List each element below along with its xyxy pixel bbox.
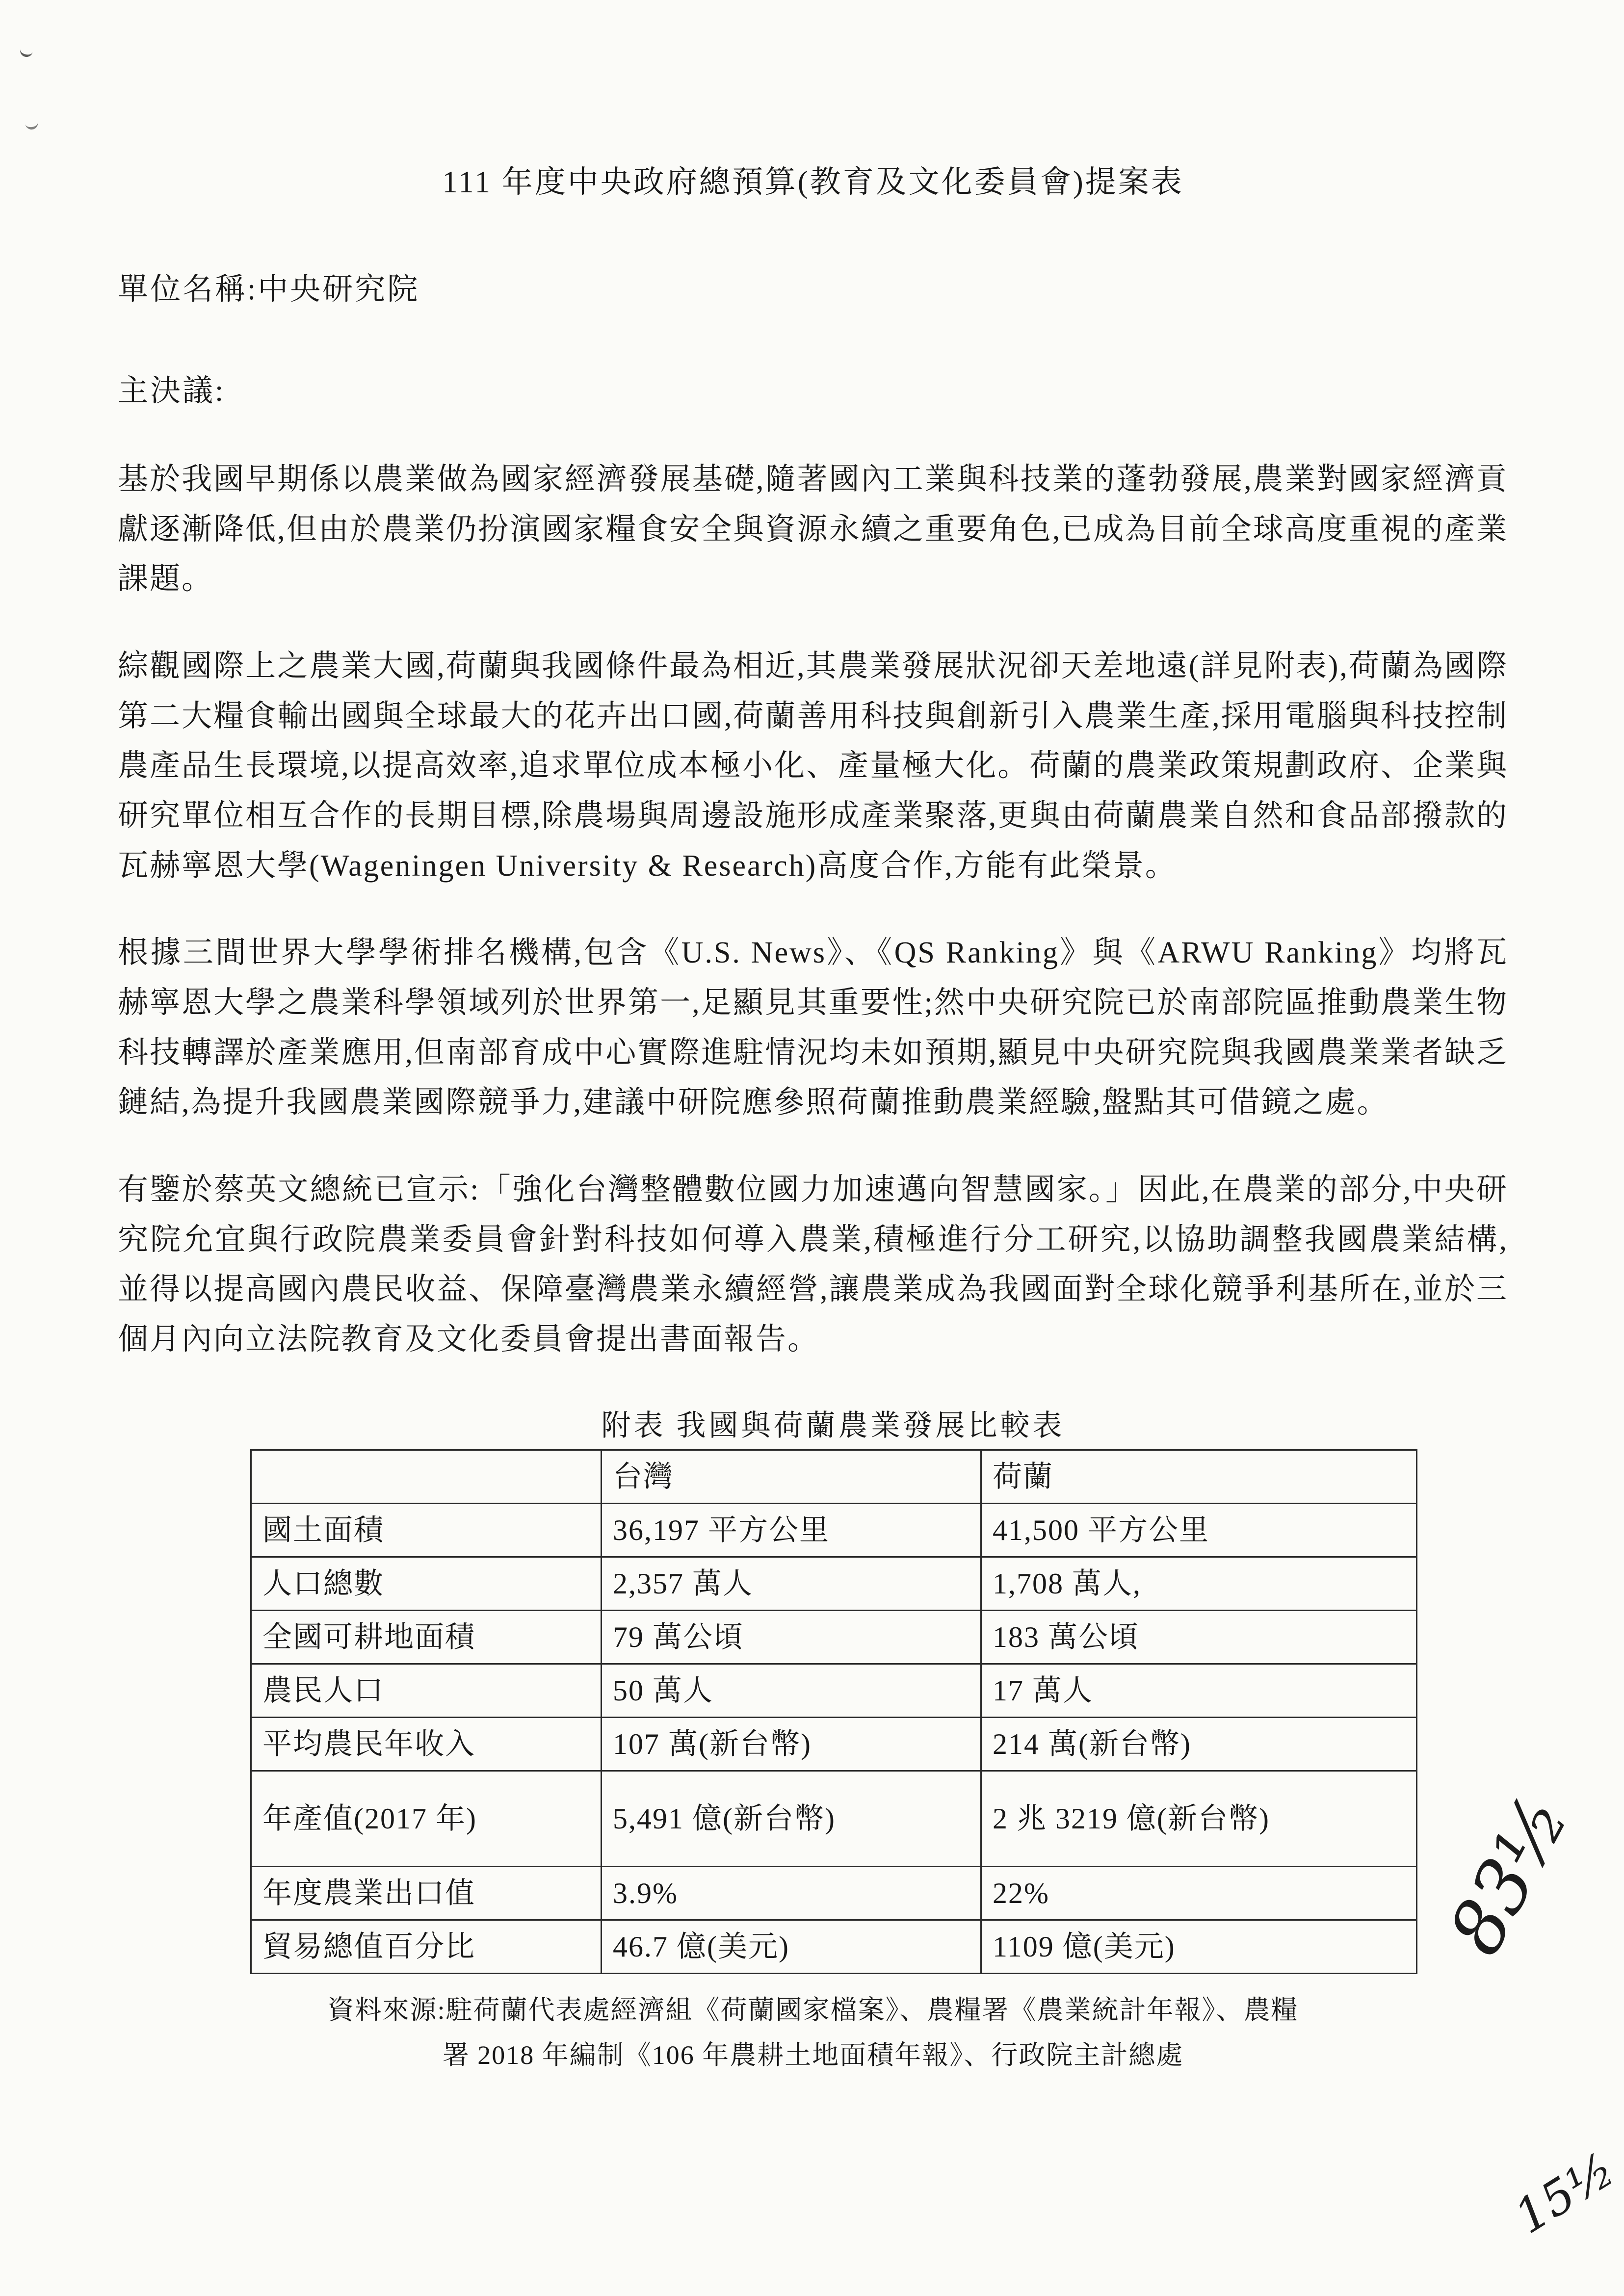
row-label: 人口總數 xyxy=(251,1557,602,1610)
netherlands-value: 17 萬人 xyxy=(981,1664,1417,1717)
comparison-table xyxy=(250,1449,1417,1974)
taiwan-value: 79 萬公頃 xyxy=(602,1610,981,1664)
header-cell-empty xyxy=(251,1450,602,1503)
row-label: 年產值(2017 年) xyxy=(251,1771,602,1866)
handwritten-page-mark: 83½ xyxy=(1433,1782,1586,1968)
table-caption: 附表 我國與荷蘭農業發展比較表 xyxy=(601,1409,1065,1442)
netherlands-value: 214 萬(新台幣) xyxy=(981,1717,1417,1771)
table-row xyxy=(251,1664,1417,1717)
table-row xyxy=(251,1866,1417,1920)
paragraph-1: 基於我國早期係以農業做為國家經濟發展基礎,隨著國內工業與科技業的蓬勃發展,農業對國家經濟貢獻逐漸降低,但由於農業仍扮演國家糧食安全與資源永續之重要角色,已成為目前全球高度重視的產業課題。 xyxy=(118,463,1508,596)
row-label: 農民人口 xyxy=(251,1664,602,1717)
netherlands-value: 1,708 萬人, xyxy=(981,1557,1417,1610)
table-row xyxy=(251,1503,1417,1557)
table-row xyxy=(251,1771,1417,1866)
paragraph-3: 根據三間世界大學學術排名機構,包含《U.S. News》、《QS Ranking》與《ARWU Ranking》均將瓦赫寧恩大學之農業科學領域列於世界第一,足顯見其重要性;然中央研究院已於南部院區推動農業生物科技轉譯於產業應用,但南部育成中心實際進駐情況均未如預期,顯見中央研究院與我國農業業者缺乏鏈結,為提升我國農業國際競爭力,建議中研院應參照荷蘭推動農業經驗,盤點其可借鏡之處。 xyxy=(118,936,1508,1120)
row-label: 平均農民年收入 xyxy=(251,1717,602,1771)
table-row xyxy=(251,1717,1417,1771)
table-row xyxy=(251,1610,1417,1664)
row-label: 年度農業出口值 xyxy=(251,1866,602,1920)
source-line-1: 資料來源:駐荷蘭代表處經濟組《荷蘭國家檔案》、農糧署《農業統計年報》、農糧 xyxy=(327,1995,1299,2025)
taiwan-value: 3.9% xyxy=(602,1866,981,1920)
taiwan-value: 46.7 億(美元) xyxy=(602,1920,981,1973)
netherlands-value: 183 萬公頃 xyxy=(981,1610,1417,1664)
netherlands-value: 22% xyxy=(981,1866,1417,1920)
paragraph-2: 綜觀國際上之農業大國,荷蘭與我國條件最為相近,其農業發展狀況卻天差地遠(詳見附表),荷蘭為國際第二大糧食輸出國與全球最大的花卉出口國,荷蘭善用科技與創新引入農業生產,採用電腦與科技控制農產品生長環境,以提高效率,追求單位成本極小化、產量極大化。荷蘭的農業政策規劃政府、企業與研究單位相互合作的長期目標,除農場與周邊設施形成產業聚落,更與由荷蘭農業自然和食品部撥款的瓦赫寧恩大學(Wageningen University & Research)高度合作,方能有此榮景。 xyxy=(118,650,1508,883)
taiwan-value: 5,491 億(新台幣) xyxy=(602,1771,981,1866)
taiwan-value: 2,357 萬人 xyxy=(602,1557,981,1610)
table-row xyxy=(251,1920,1417,1973)
source-line-2: 署 2018 年編制《106 年農耕土地面積年報》、行政院主計總處 xyxy=(442,2040,1184,2070)
row-label: 全國可耕地面積 xyxy=(251,1610,602,1664)
source-note xyxy=(118,1988,1508,2078)
taiwan-value: 50 萬人 xyxy=(602,1664,981,1717)
resolution-heading: 主決議: xyxy=(118,374,226,408)
header-cell-netherlands: 荷蘭 xyxy=(981,1450,1417,1503)
paragraph-4: 有鑒於蔡英文總統已宣示:「強化台灣整體數位國力加速邁向智慧國家。」因此,在農業的部分,中央研究院允宜與行政院農業委員會針對科技如何導入農業,積極進行分工研究,以協助調整我國農業結構,並得以提高國內農民收益、保障臺灣農業永續經營,讓農業成為我國面對全球化競爭利基所在,並於三個月內向立法院教育及文化委員會提出書面報告。 xyxy=(118,1173,1508,1357)
row-label: 國土面積 xyxy=(251,1503,602,1557)
document-title: 111 年度中央政府總預算(教育及文化委員會)提案表 xyxy=(442,165,1184,199)
header-cell-taiwan: 台灣 xyxy=(602,1450,981,1503)
unit-name-line: 單位名稱:中央研究院 xyxy=(118,273,420,306)
netherlands-value: 2 兆 3219 億(新台幣) xyxy=(981,1771,1417,1866)
netherlands-value: 41,500 平方公里 xyxy=(981,1503,1417,1557)
table-row xyxy=(251,1557,1417,1610)
comparison-table-section xyxy=(250,1402,1416,1974)
table-header-row xyxy=(251,1450,1417,1503)
netherlands-value: 1109 億(美元) xyxy=(981,1920,1417,1973)
handwritten-page-mark: 15½ xyxy=(1505,2141,1624,2244)
taiwan-value: 36,197 平方公里 xyxy=(602,1503,981,1557)
taiwan-value: 107 萬(新台幣) xyxy=(602,1717,981,1771)
row-label: 貿易總值百分比 xyxy=(251,1920,602,1973)
